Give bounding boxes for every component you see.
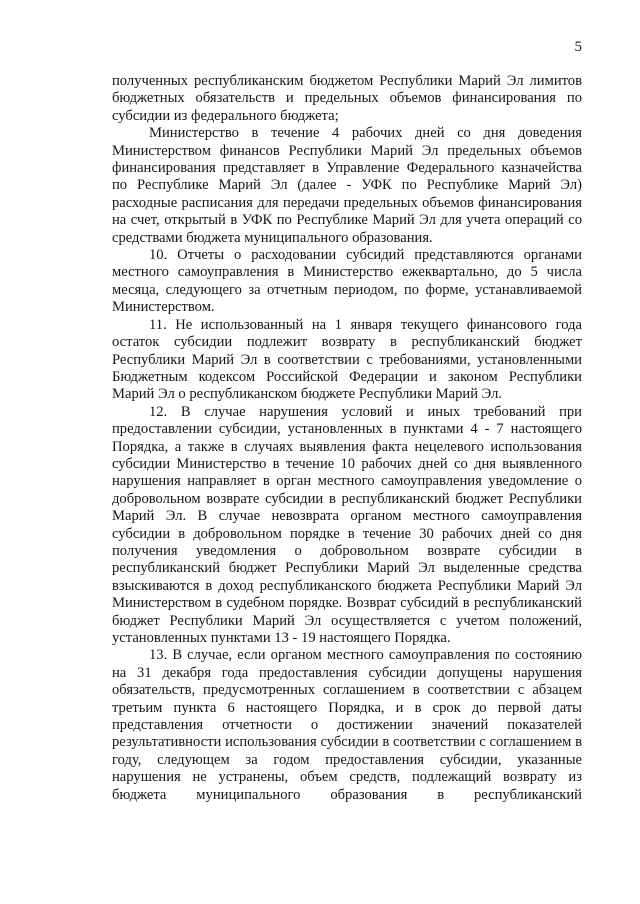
paragraph-item-13: 13. В случае, если органом местного самоуправления по состоянию на 31 декабря года предоставления субсидии допущены нарушения обязательств, предусмотренных соглашением в соответствии с абзацем третьим пункта 6 настоящего Порядка, и в срок до первой даты представления отчетности о достижении значений показателей результативности использования субсидии в соответствии с соглашением в году, следующем за годом предоставления субсидии, указанные нарушения не устранены, объем средств, подлежащий возврату из бюджета муниципального образования в республиканский bbox=[112, 647, 582, 803]
document-body bbox=[112, 73, 582, 804]
paragraph-item-11: 11. Не использованный на 1 января текущего финансового года остаток субсидии подлежит возврату в республиканский бюджет Республики Марий Эл в соответствии с требованиями, установленными Бюджетным кодексом Российской Федерации и законом Республики Марий Эл о республиканском бюджете Республики Марий Эл. bbox=[112, 316, 582, 403]
page-number: 5 bbox=[574, 39, 582, 55]
paragraph-continuation: полученных республиканским бюджетом Республики Марий Эл лимитов бюджетных обязательств и предельных объемов финансирования по субсидии из федерального бюджета; bbox=[112, 73, 582, 124]
paragraph-item-12: 12. В случае нарушения условий и иных требований при предоставлении субсидии, установленных в пунктами 4 - 7 настоящего Порядка, а также в случаях выявления факта нецелевого использования субсидии Министерство в течение 10 рабочих дней со дня выявленного нарушения направляет в орган местного самоуправления уведомление о добровольном возврате субсидии в республиканский бюджет Республики Марий Эл. В случае невозврата органом местного самоуправления субсидии в добровольном порядке в течение 30 рабочих дней со дня получения уведомления о добровольном возврате субсидии в республиканский бюджет Республики Марий Эл выделенные средства взыскиваются в доход республиканского бюджета Республики Марий Эл Министерством в судебном порядке. Возврат субсидий в республиканский бюджет Республики Марий Эл осуществляется с учетом положений, установленных пунктами 13 - 19 настоящего Порядка. bbox=[112, 403, 582, 646]
paragraph-ministry-schedules: Министерство в течение 4 рабочих дней со дня доведения Министерством финансов Республики Марий Эл предельных объемов финансирования представляет в Управление Федерального казначейства по Республике Марий Эл (далее - УФК по Республике Марий Эл) расходные расписания для передачи предельных объемов финансирования на счет, открытый в УФК по Республике Марий Эл для учета операций со средствами бюджета муниципального образования. bbox=[112, 125, 582, 246]
paragraph-item-10: 10. Отчеты о расходовании субсидий представляются органами местного самоуправления в Министерство ежеквартально, до 5 числа месяца, следующего за отчетным периодом, по форме, устанавливаемой Министерством. bbox=[112, 247, 582, 316]
